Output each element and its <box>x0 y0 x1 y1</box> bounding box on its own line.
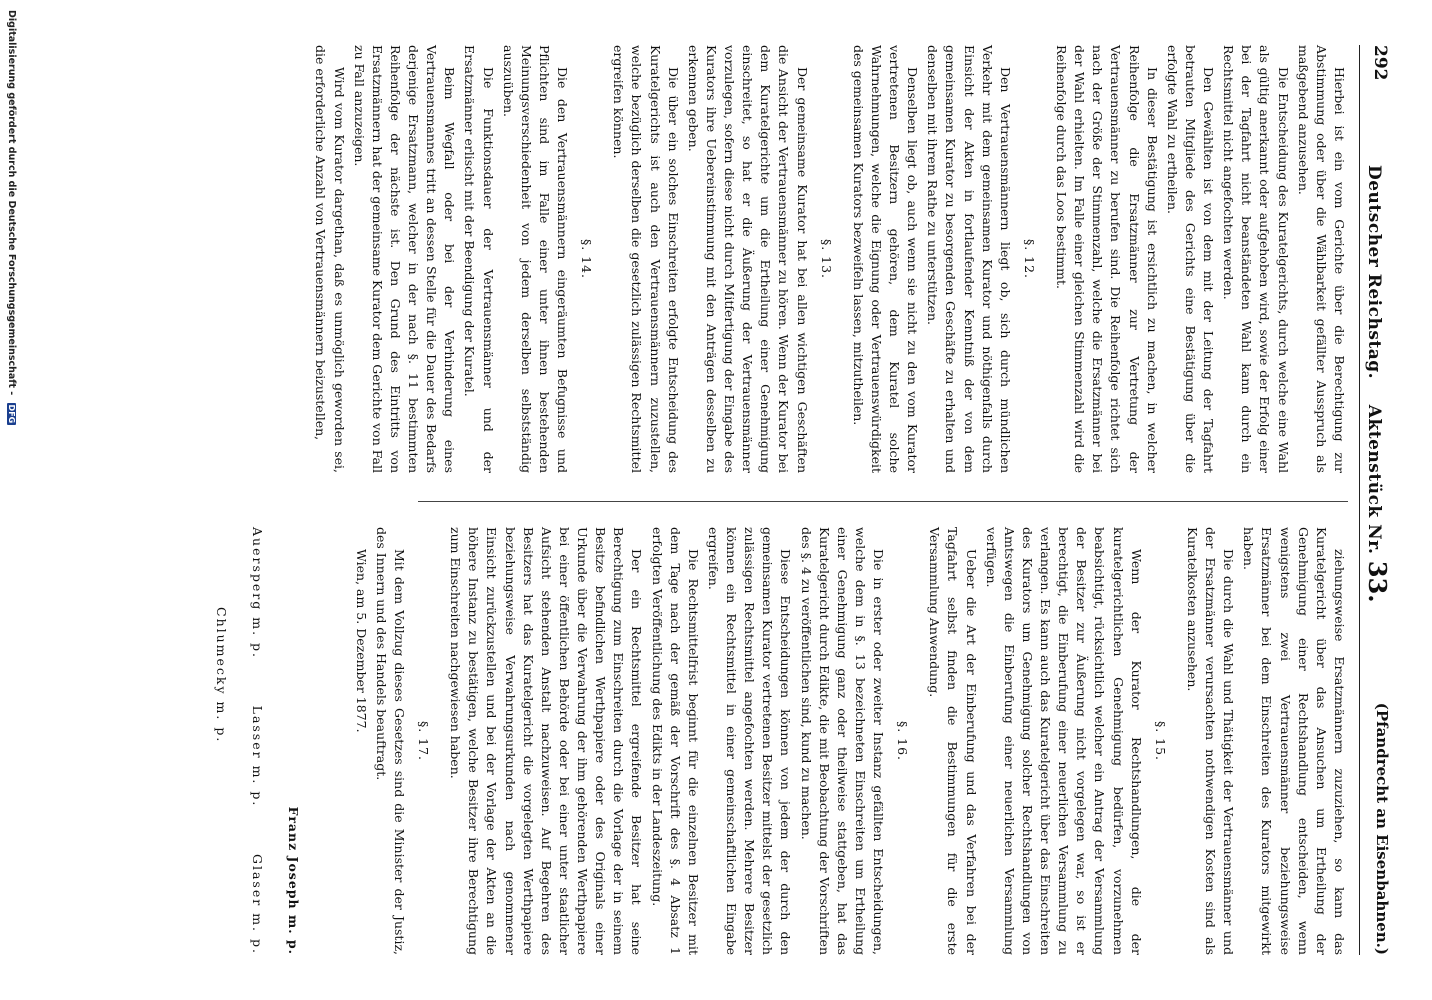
section-heading: §. 14. <box>579 238 595 280</box>
signature-minister: Auersperg m. p. <box>249 527 265 659</box>
signature-block <box>212 527 302 955</box>
paragraph: Ueber die Art der Einberufung und das Verfahren bei der Tagfahrt selbst finden die Bestimmungen für die erste Versammlung Anwendung. <box>927 527 979 955</box>
signature-minister: Glaser m. p. <box>249 854 265 955</box>
paragraph: Wenn der Kurator Rechtshandlungen, die der kuratelgerichtlichen Genehmigung bedürfen, vorzunehmen beabsichtigt, rücksichtlich welcher ein Antrag der Versammlung der Besitzer zur Äußerung nicht vorgelegen war, so ist er berechtigt, die Einberufung einer neuerlichen Versammlung zu verlangen. Es kann auch das Kuratelgericht über das Einschreiten des Kurators um Genehmigung solcher Rechtshandlungen von Amtswegen die Einberufung einer neuerlichen Versammlung verfügen. <box>983 527 1144 955</box>
signature-minister: Lasser m. p. <box>249 705 265 808</box>
paragraph: Die den Vertrauensmännern eingeräumten Befugnisse und Pflichten sind im Falle einer unter ihnen bestehenden Meinungsverschiedenheit von jedem derselben selbstständig auszuüben. <box>500 45 571 473</box>
paragraph: Mit dem Vollzug dieses Gesetzes sind die Minister der Justiz, des Innern und des Handels beauftragt. <box>373 527 407 955</box>
paragraph: Den Gewählten ist von dem mit der Leitung der Tagfahrt betrauten Mitgliede des Gerichts eine Bestätigung über die erfolgte Wahl zu ertheilen. <box>1164 45 1217 473</box>
document-number: 33. <box>1363 560 1392 603</box>
document-reference: Aktenstück Nr. <box>1364 404 1384 555</box>
paragraph: Der gemeinsame Kurator hat bei allen wichtigen Geschäften die Ansicht der Vertrauensmänner zu hören. Wenn der Kurator bei dem Kuratelgerichte um die Ertheilung einer Genehmigung einschreitet, so hat er die Äußerung der Vertrauensmänner vorzulegen, sofern diese nicht durch Mitfertigung der Eingabe des Kurators ihre Uebereinstimmung mit den Anträgen desselben zu erkennen geben. <box>685 45 810 473</box>
digitization-footer <box>5 10 19 990</box>
section-heading: §. 12. <box>1022 238 1037 280</box>
document-subject: (Pfandrecht an Eisenbahnen.) <box>1373 702 1391 955</box>
paragraph: Den Vertrauensmännern liegt ob, sich durch mündlichen Verkehr mit dem gemeinsamen Kurator und nöthigenfalls durch Einsicht der Akten in fortlaufender Kenntniß der von dem gemeinsamen Kurator zu besorgenden Geschäfte zu erhalten und denselben mit ihrem Rathe zu unterstützen. <box>925 45 1013 473</box>
paragraph: In dieser Bestätigung ist ersichtlich zu machen, in welcher Reihenfolge die Ersatzmänner zur Vertretung der Vertrauensmänner zu berufen sind. Die Reihenfolge richtet sich nach der Größe der Stimmenzahl, welche die Ersatzmänner bei der Wahl erhielten. Im Falle einer gleichen Stimmenzahl wird die Reihenfolge durch das Loos bestimmt. <box>1054 45 1160 473</box>
journal-title: Deutscher Reichstag. <box>1364 165 1384 380</box>
footer-text-wrap <box>6 10 17 425</box>
section-heading: §. 15. <box>1152 720 1168 762</box>
paragraph: Die Funktionsdauer der Vertrauensmänner und der Ersatzmänner erlischt mit der Beendigung der Kuratel. <box>462 45 496 473</box>
paragraph: Die über ein solches Einschreiten erfolgte Entscheidung des Kuratelgerichts ist auch den Vertrauensmännern zuzustellen, welche bezüglich derselben die gesetzlich zulässigen Rechtsmittel ergreifen können. <box>611 45 681 473</box>
paragraph: ziehungsweise Ersatzmännern zuzuziehen, so kann das Kuratelgericht über das Ansuchen um Ertheilung der Genehmigung einer Rechtshandlung entscheiden, wenn wenigstens zwei Vertrauensmänner beziehungsweise Ersatzmänner bei dem Einschreiten des Kurators mitgewirkt haben. <box>1241 527 1347 955</box>
left-column <box>309 45 1348 473</box>
page-number: 292 <box>1370 45 1390 81</box>
paragraph: Beim Wegfall oder bei der Verhinderung eines Vertrauensmannes tritt an dessen Stelle für die Dauer des Bedarfs derjenige Ersatzmann, welcher in der nach §. 11 bestimmten Reihenfolge der nächste ist. Den Grund des Eintritts von Ersatzmännern hat der gemeinsame Kurator dem Gerichte von Fall zu Fall anzuzeigen. <box>351 45 458 473</box>
paragraph: Die in erster oder zweiter Instanz gefällten Entscheidungen, welche dem in §. 13 bezeichneten Einschreiten um Ertheilung einer Genehmigung ganz oder theilweise stattgeben, hat das Kuratelgericht durch Edikte, die mit Beobachtung der Vorschriften des §. 4 zu veröffentlichen sind, kund zu machen. <box>798 527 887 955</box>
signature-emperor: Franz Joseph m. p. <box>286 806 301 955</box>
paragraph: Denselben liegt ob, auch wenn sie nicht zu den vom Kurator vertretenen Besitzern gehören, dem Kuratel solche Wahrnehmungen, welche die Eignung oder Vertrauenswürdigkeit des gemeinsamen Kurators bezweifeln lassen, mitzutheilen. <box>850 45 921 473</box>
column-divider <box>418 501 1348 502</box>
paragraph: Hierbei ist ein vom Gerichte über die Berechtigung zur Abstimmung oder über die Wählbarkeit gefällter Ausspruch als maßgebend anzusehen. <box>1295 45 1347 473</box>
section-heading: §. 13. <box>818 238 834 280</box>
right-column <box>350 527 1348 955</box>
paragraph: Die Rechtsmittelfrist beginnt für die einzelnen Besitzer mit dem Tage nach der gemäß der Vorschrift des §. 4 Absatz 1 erfolgten Veröffentlichung des Edikts in der Landeszeitung. <box>649 527 701 955</box>
section-heading: §. 16. <box>895 720 911 762</box>
scanned-page <box>12 5 1412 995</box>
section-heading: §. 17. <box>416 720 432 762</box>
page-header <box>1362 45 1398 955</box>
paragraph: Wird vom Kurator dargethan, daß es unmöglich geworden sei, die erforderliche Anzahl von Vertrauensmännern beizustellen, <box>313 45 347 473</box>
paragraph: Der ein Rechtsmittel ergreifende Besitzer hat seine Berechtigung zum Einschreiten durch die Vorlage der in seinem Besitze befindlichen Werthpapiere oder des Originals einer Urkunde über die Verwahrung der ihm gehörenden Werthpapiere bei einer öffentlichen Behörde oder bei einer unter staatlicher Aufsicht stehenden Anstalt nachzuweisen. Auf Begehren des Besitzers hat das Kuratelgericht die vorgelegten Werthpapiere beziehungsweise Verwahrungsurkunden nach genommener Einsicht zurückzustellen und bei der Vorlage der Akten an die höhere Instanz zu bestätigen, welche Besitzer ihre Berechtigung zum Einschreiten nachgewiesen haben. <box>448 527 645 955</box>
signature-row <box>248 527 266 955</box>
header-title <box>1359 165 1394 603</box>
footer-text: Digitalisierung gefördert durch die Deutsche Forschungsgemeinschaft - <box>6 10 17 396</box>
paragraph: Diese Entscheidungen können von jedem der durch den gemeinsamen Kurator vertretenen Besitzer mittelst der gesetzlich zulässigen Rechtsmittel angefochten werden. Mehrere Besitzer können ein Rechtsmittel in einer gemeinschaftlichen Eingabe ergreifen. <box>706 527 794 955</box>
paragraph: Die durch die Wahl und Thätigkeit der Vertrauensmänner und der Ersatzmänner verursachten nothwendigen Kosten sind als Kuratelkosten anzusehen. <box>1185 527 1237 955</box>
paragraph: Wien, am 5. Dezember 1877. <box>353 549 369 733</box>
dfg-logo: DFG <box>7 404 16 424</box>
paragraph: Die Entscheidung des Kuratelgerichts, durch welche eine Wahl als gültig anerkannt oder aufgehoben wird, sowie der Erfolg einer bei der Tagfahrt nicht beanständeten Wahl kann durch ein Rechtsmittel nicht angefochten werden. <box>1221 45 1291 473</box>
header-rule <box>1359 45 1360 955</box>
signature-minister: Chlumecky m. p. <box>213 607 229 744</box>
